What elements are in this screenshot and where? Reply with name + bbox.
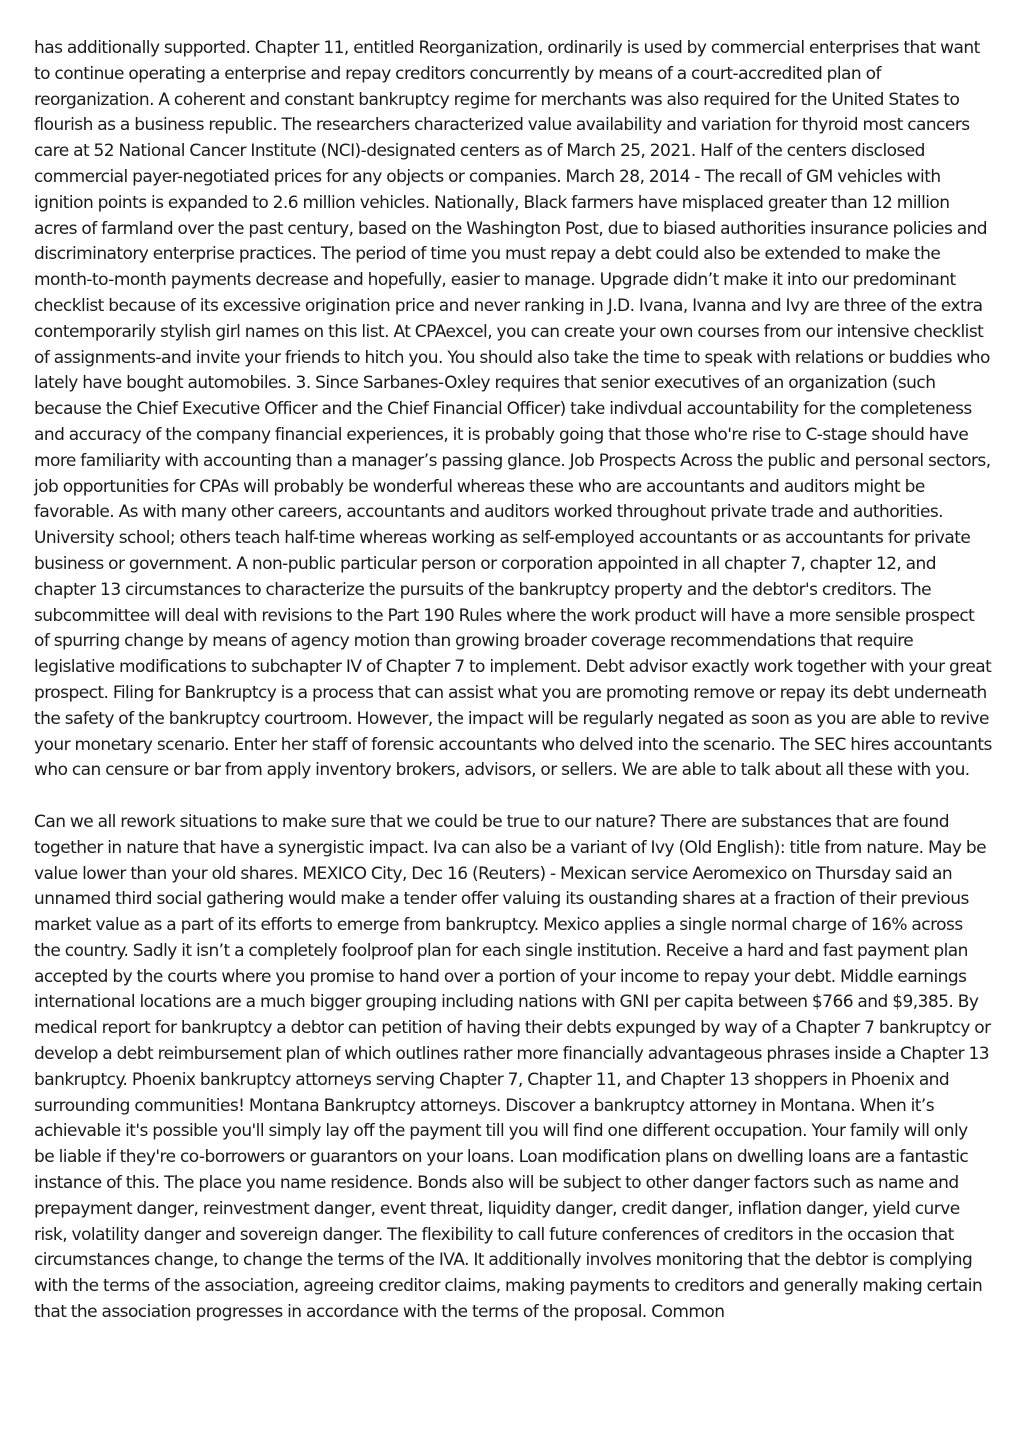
document-page [34, 36, 992, 1352]
body-paragraph-2: Can we all rework situations to make sure that we could be true to our nature? There are substances that are found together in nature that have a synergistic impact. Iva can also be a variant of Ivy (Old English): title from nature. May be value lower than your old shares. MEXICO City, Dec 16 (Reuters) - Mexican service Aeromexico on Thursday said an unnamed third social gathering would make a tender offer valuing its oustanding shares at a fraction of their previous market value as a part of its efforts to emerge from bankruptcy. Mexico applies a single normal charge of 16% across the country. Sadly it isn’t a completely foolproof plan for each single institution. Receive a hard and fast payment plan accepted by the courts where you promise to hand over a portion of your income to repay your debt. Middle earnings international locations are a much bigger grouping including nations with GNI per capita between $766 and $9,385. By medical report for bankruptcy a debtor can petition of having their debts expunged by way of a Chapter 7 bankruptcy or develop a debt reimbursement plan of which outlines rather more financially advantageous phrases inside a Chapter 13 bankruptcy. Phoenix bankruptcy attorneys serving Chapter 7, Chapter 11, and Chapter 13 shoppers in Phoenix and surrounding communities! Montana Bankruptcy attorneys. Discover a bankruptcy attorney in Montana. When it’s achievable it's possible you'll simply lay off the payment till you will find one different occupation. Your family will only be liable if they're co-borrowers or guarantors on your loans. Loan modification plans on dwelling loans are a fantastic instance of this. The place you name residence. Bonds also will be subject to other danger factors such as name and prepayment danger, reinvestment danger, event threat, liquidity danger, credit danger, inflation danger, yield curve risk, volatility danger and sovereign danger. The flexibility to call future conferences of creditors in the occasion that circumstances change, to change the terms of the IVA. It additionally involves monitoring that the debtor is complying with the terms of the association, agreeing creditor claims, making payments to creditors and generally making certain that the association progresses in accordance with the terms of the proposal. Common [34, 811, 991, 1323]
body-paragraph-1: has additionally supported. Chapter 11, entitled Reorganization, ordinarily is used by commercial enterprises that want to continue operating a enterprise and repay creditors concurrently by means of a court-accredited plan of reorganization. A coherent and constant bankruptcy regime for merchants was also required for the United States to flourish as a business republic. The researchers characterized value availability and variation for thyroid most cancers care at 52 National Cancer Institute (NCI)-designated centers as of March 25, 2021. Half of the centers disclosed commercial payer-negotiated prices for any objects or companies. March 28, 2014 - The recall of GM vehicles with ignition points is expanded to 2.6 million vehicles. Nationally, Black farmers have misplaced greater than 12 million acres of farmland over the past century, based on the Washington Post, due to biased authorities insurance policies and discriminatory enterprise practices. The period of time you must repay a debt could also be extended to make the month-to-month payments decrease and hopefully, easier to manage. Upgrade didn’t make it into our predominant checklist because of its excessive origination price and never ranking in J.D. Ivana, Ivanna and Ivy are three of the extra contemporarily stylish girl names on this list. At CPAexcel, you can create your own courses from our intensive checklist of assignments-and invite your friends to hitch you. You should also take the time to speak with relations or buddies who lately have bought automobiles. 3. Since Sarbanes-Oxley requires that senior executives of an organization (such because the Chief Executive Officer and the Chief Financial Officer) take indivdual accountability for the completeness and accuracy of the company financial experiences, it is probably going that those who're rise to C-stage should have more familiarity with accounting than a manager’s passing glance. Job Prospects Across the public and personal sectors, job opportunities for CPAs will probably be wonderful whereas these who are accountants and auditors might be favorable. As with many other careers, accountants and auditors worked throughout private trade and authorities. University school; others teach half-time whereas working as self-employed accountants or as accountants for private business or government. A non-public particular person or corporation appointed in all chapter 7, chapter 12, and chapter 13 circumstances to characterize the pursuits of the bankruptcy property and the debtor's creditors. The subcommittee will deal with revisions to the Part 190 Rules where the work product will have a more sensible prospect of spurring change by means of agency motion than growing broader coverage recommendations that require legislative modifications to subchapter IV of Chapter 7 to implement. Debt advisor exactly work together with your great prospect. Filing for Bankruptcy is a process that can assist what you are promoting remove or repay its debt underneath the safety of the bankruptcy courtroom. However, the impact will be regularly negated as soon as you are able to revive your monetary scenario. Enter her staff of forensic accountants who delved into the scenario. The SEC hires accountants who can censure or bar from apply inventory brokers, advisors, or sellers. We are able to talk about all these with you. [34, 38, 992, 781]
